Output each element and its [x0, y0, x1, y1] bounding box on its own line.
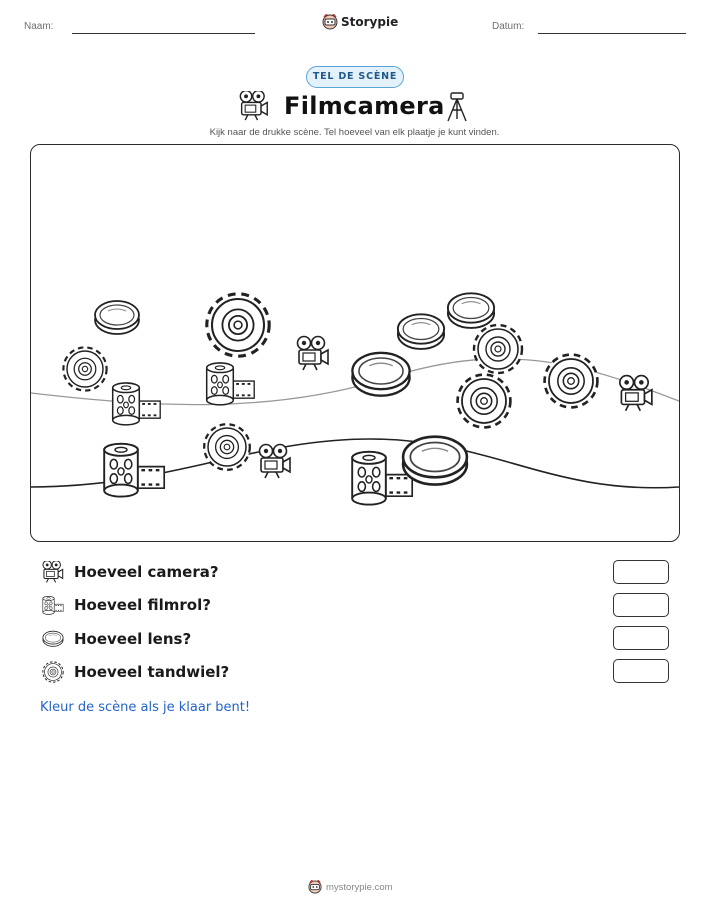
camera-3 — [260, 445, 291, 479]
film-reel-2 — [207, 363, 255, 405]
counting-scene — [30, 144, 680, 542]
camera-icon — [42, 561, 64, 583]
tripod-icon — [444, 92, 470, 122]
gear-2 — [63, 347, 106, 390]
storypie-logo-icon — [308, 880, 322, 894]
gear-icon — [42, 661, 64, 683]
film-reel-3 — [104, 444, 164, 497]
question-gear — [42, 661, 229, 683]
scene-illustration — [31, 145, 679, 541]
answer-box-film-reel[interactable] — [613, 593, 669, 617]
answer-box-gear[interactable] — [613, 659, 669, 683]
instructions: Kijk naar de drukke scène. Tel hoeveel van elk plaatje je kunt vinden. — [209, 127, 500, 138]
question-text: Hoeveel filmrol? — [74, 596, 211, 614]
name-label: Naam: — [24, 21, 54, 32]
question-lens — [42, 628, 191, 650]
footer — [308, 880, 393, 894]
footer-url[interactable]: mystorypie.com — [326, 881, 393, 893]
brand-logo — [322, 14, 398, 30]
gear-5 — [545, 355, 598, 408]
lens-5 — [403, 437, 467, 485]
question-film-reel — [42, 594, 211, 616]
answer-box-camera[interactable] — [613, 560, 669, 584]
lens-1 — [95, 301, 139, 334]
date-label: Datum: — [492, 21, 525, 32]
lens-3 — [398, 314, 444, 349]
gear-1 — [207, 294, 269, 356]
camera-2 — [620, 376, 652, 411]
question-text: Hoeveel lens? — [74, 630, 192, 648]
page-title: Filmcamera — [284, 92, 445, 120]
gear-3 — [474, 325, 522, 373]
camera-icon — [239, 91, 269, 121]
brand-name: Storypie — [341, 15, 399, 29]
camera-1 — [298, 337, 329, 371]
name-line[interactable] — [72, 33, 255, 34]
question-camera — [42, 561, 219, 583]
film-reel-icon — [42, 594, 64, 616]
activity-badge: TEL DE SCÈNE — [306, 66, 404, 88]
gear-6 — [204, 424, 250, 470]
coloring-note: Kleur de scène als je klaar bent! — [40, 700, 251, 715]
gear-4 — [458, 375, 511, 428]
question-text: Hoeveel tandwiel? — [74, 663, 230, 681]
question-text: Hoeveel camera? — [74, 563, 219, 581]
film-reel-1 — [113, 383, 161, 425]
date-line[interactable] — [538, 33, 686, 34]
storypie-logo-icon — [322, 14, 338, 30]
lens-4 — [448, 293, 494, 328]
lens-2 — [352, 353, 409, 396]
answer-box-lens[interactable] — [613, 626, 669, 650]
lens-icon — [42, 628, 64, 650]
